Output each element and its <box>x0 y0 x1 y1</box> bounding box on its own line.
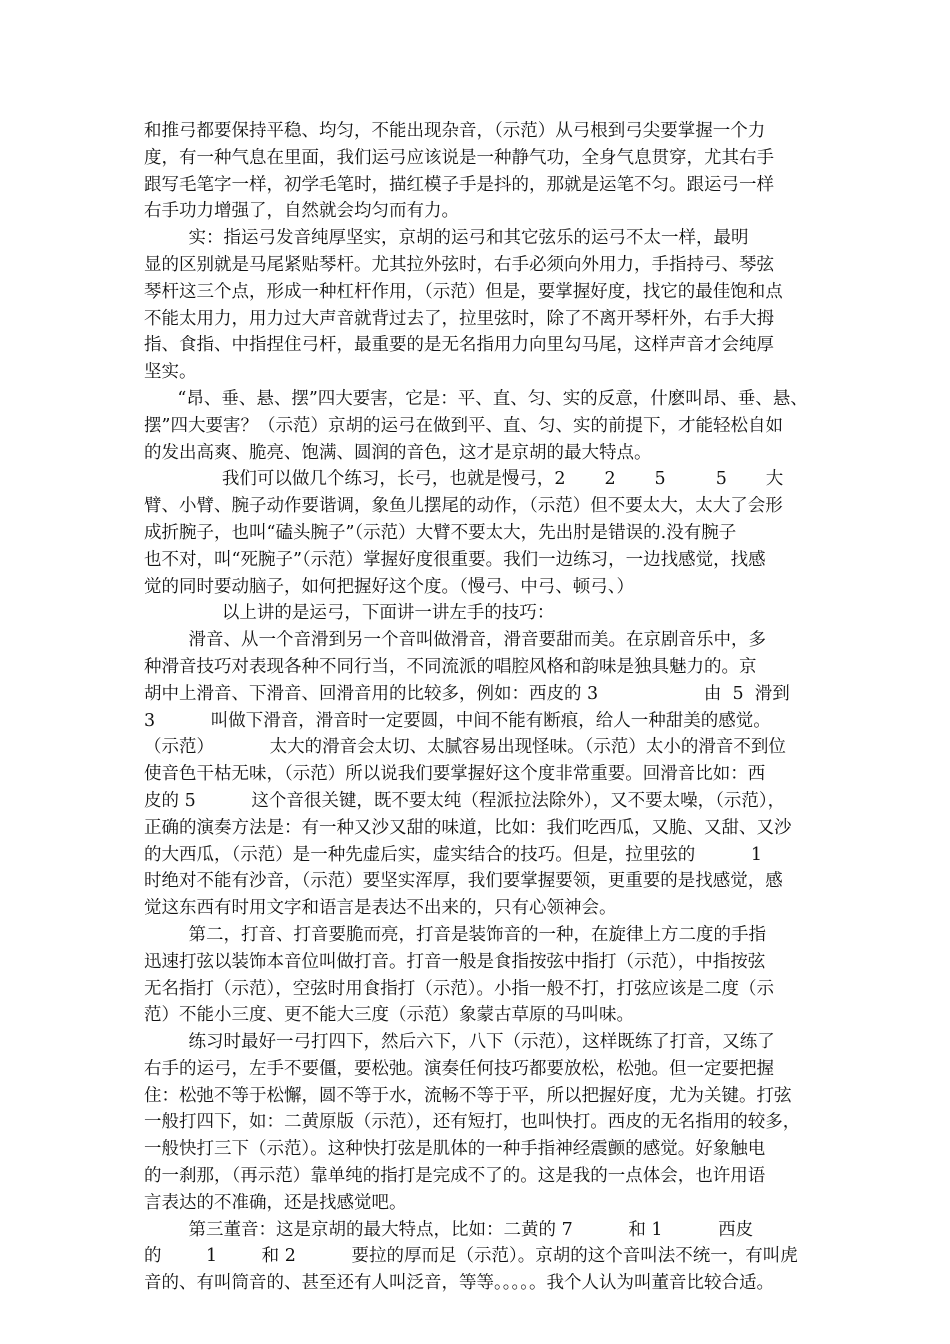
text-line: 练习时最好一弓打四下，然后六下，八下（示范），这样既练了打音，又练了 <box>144 1032 775 1053</box>
text-line: 也不对，叫“死腕子”（示范）掌握好度很重要。我们一边练习，一边找感觉，找感 <box>144 549 766 570</box>
text-line: 时绝对不能有沙音，（示范）要坚实浑厚，我们要掌握要领，更重要的是找感觉，感 <box>144 871 783 892</box>
text-line: 显的区别就是马尾紧贴琴杆。尤其拉外弦时，右手必须向外用力，手指持弓、琴弦 <box>144 254 774 275</box>
document-page <box>144 118 814 1297</box>
text-line: 第二，打音、打音要脆而亮，打音是装饰音的一种，在旋律上方二度的手指 <box>144 924 766 945</box>
text-line: 我们可以做几个练习，长弓，也就是慢弓，2 2 5 5 大 <box>144 469 784 490</box>
text-line: 实：指运弓发音纯厚坚实，京胡的运弓和其它弦乐的运弓不太一样，最明 <box>144 228 749 249</box>
text-line: 的大西瓜，（示范）是一种先虚后实，虚实结合的技巧。但是，拉里弦的 1 <box>144 844 763 865</box>
text-line: 无名指打（示范），空弦时用食指打（示范）。小指一般不打，打弦应该是二度（示 <box>144 978 774 999</box>
text-line: 第三董音：这是京胡的最大特点，比如：二黄的 7 和 1 西皮 <box>144 1219 754 1240</box>
text-line: 跟写毛笔字一样，初学毛笔时，描红模子手是抖的，那就是运笔不匀。跟运弓一样 <box>144 174 774 195</box>
text-line: 正确的演奏方法是：有一种又沙又甜的味道，比如：我们吃西瓜，又脆、又甜、又沙 <box>144 817 792 838</box>
text-line: 的一刹那，（再示范）靠单纯的指打是完成不了的。这是我的一点体会，也许用语 <box>144 1166 766 1187</box>
text-line: 摆”四大要害？（示范）京胡的运弓在做到平、直、匀、实的前提下，才能轻松自如 <box>144 415 783 436</box>
text-line: 使音色干枯无味，（示范）所以说我们要掌握好这个度非常重要。回滑音比如：西 <box>144 764 766 785</box>
text-line: 臂、小臂、腕子动作要谐调，象鱼儿摆尾的动作，（示范）但不要太大，太大了会形 <box>144 496 783 517</box>
text-line: 种滑音技巧对表现各种不同行当，不同流派的唱腔风格和韵味是独具魅力的。京 <box>144 656 757 677</box>
text-line: 住：松弛不等于松懈，圆不等于水，流畅不等于平，所以把握好度，尤为关键。打弦 <box>144 1085 792 1106</box>
text-line: 音的、有叫筒音的、甚至还有人叫泛音，等等。。。。。我个人认为叫董音比较合适。 <box>144 1273 774 1294</box>
text-line: 一般打四下，如：二黄原版（示范），还有短打，也叫快打。西皮的无名指用的较多， <box>144 1112 801 1133</box>
text-line: 觉这东西有时用文字和语言是表达不出来的，只有心领神会。 <box>144 898 617 919</box>
text-line: 觉的同时要动脑子，如何把握好这个度。（慢弓、中弓、顿弓、） <box>144 576 634 597</box>
text-line: 的 1 和 2 要拉的厚而足（示范）。京胡的这个音叫法不统一，有叫虎 <box>144 1246 798 1267</box>
text-line: 滑音、从一个音滑到另一个音叫做滑音，滑音要甜而美。在京剧音乐中，多 <box>144 630 766 651</box>
text-line: 成折腕子，也叫“磕头腕子”（示范）大臂不要太大，先出肘是错误的.没有腕子 <box>144 522 737 543</box>
text-line: 一般快打三下（示范）。这种快打弦是肌体的一种手指神经震颤的感觉。好象触电 <box>144 1139 766 1160</box>
text-line: （示范） 太大的滑音会太切、太腻容易出现怪味。（示范）太小的滑音不到位 <box>144 737 786 758</box>
text-line: 度，有一种气息在里面，我们运弓应该说是一种静气功，全身气息贯穿，尤其右手 <box>144 147 774 168</box>
text-line: 迅速打弦以装饰本音位叫做打音。打音一般是食指按弦中指打（示范），中指按弦 <box>144 951 766 972</box>
text-line: “昂、垂、悬、摆”四大要害，它是：平、直、匀、实的反意，什麽叫昂、垂、悬、 <box>144 388 808 409</box>
text-line: 指、食指、中指捏住弓杆，最重要的是无名指用力向里勾马尾，这样声音才会纯厚 <box>144 335 774 356</box>
text-line: 范）不能小三度、更不能大三度（示范）象蒙古草原的马叫味。 <box>144 1005 634 1026</box>
text-line: 3 叫做下滑音，滑音时一定要圆，中间不能有断痕，给人一种甜美的感觉。 <box>144 710 771 731</box>
text-line: 右手的运弓，左手不要僵，要松弛。演奏任何技巧都要放松，松弛。但一定要把握 <box>144 1058 774 1079</box>
text-line: 琴杆这三个点，形成一种杠杆作用，（示范）但是，要掌握好度，找它的最佳饱和点 <box>144 281 783 302</box>
text-line: 不能太用力，用力过大声音就背过去了，拉里弦时，除了不离开琴杆外，右手大拇 <box>144 308 774 329</box>
text-line: 右手功力增强了，自然就会均匀而有力。 <box>144 201 459 222</box>
text-line: 胡中上滑音、下滑音、回滑音用的比较多，例如：西皮的 3 由 5 滑到 <box>144 683 790 704</box>
text-line: 言表达的不准确，还是找感觉吧。 <box>144 1192 407 1213</box>
text-line: 皮的 5 这个音很关键，既不要太纯（程派拉法除外），又不要太噪，（示范）， <box>144 790 786 811</box>
text-line: 坚实。 <box>144 362 197 383</box>
text-line: 以上讲的是运弓，下面讲一讲左手的技巧： <box>144 603 555 624</box>
text-line: 和推弓都要保持平稳、均匀，不能出现杂音，（示范）从弓根到弓尖要掌握一个力 <box>144 121 766 141</box>
text-line: 的发出高爽、脆亮、饱满、圆润的音色，这才是京胡的最大特点。 <box>144 442 652 463</box>
